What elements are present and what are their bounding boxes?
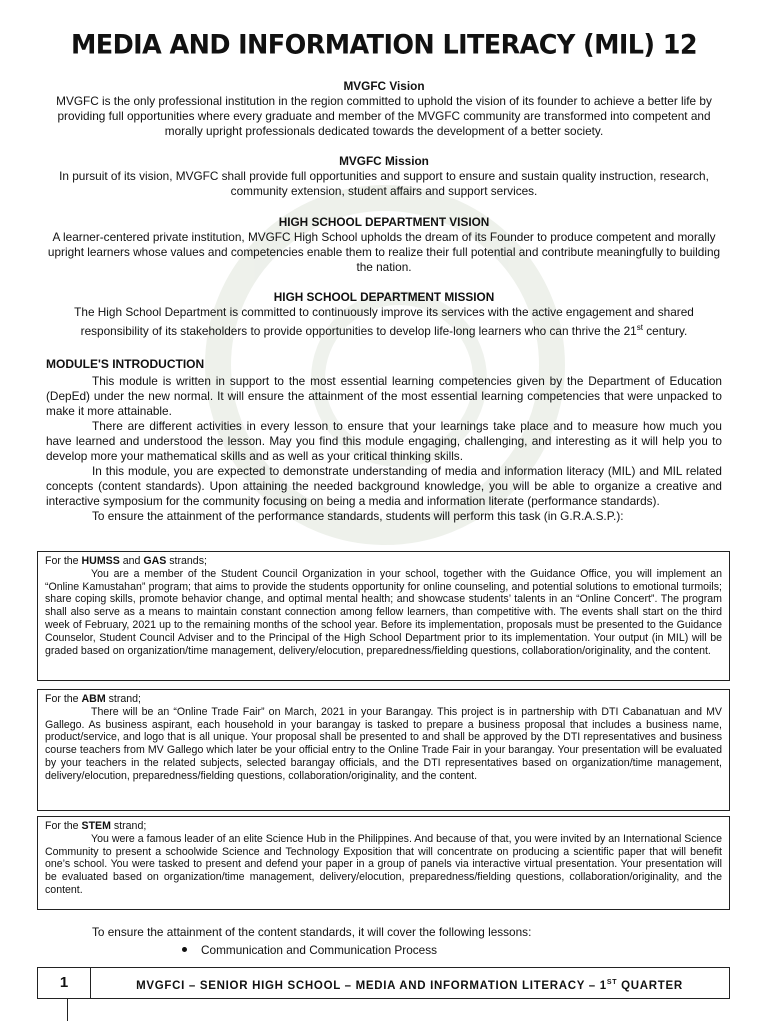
task-body: You are a member of the Student Council Organization in your school, together with the Guidance Office, you will implement an “Online Kamustahan” program; that aims to provide the students opportunity for online counseling, and potential solutions to emotional turmoils; share coping skills, promote behavior change, and optimal mental health; and showcase students’ talents in an “Online Concert”. The program shall also serve as a means to maintain constant connection among fellow learners, than competitive with. The events shall start on the third week of February, 2021 up to the remaining months of the school year. Before its implementation, proposals must be presented to the Guidance Counselor, Student Council Adviser and to the Principal of the High School Department prior to its implementation. Your output (in MIL) will be graded based on organization/time management, delivery/elocution, preparedness/fielding questions, collaboration/originality, and the content. <box>45 567 722 657</box>
strand-name: GAS <box>143 555 167 567</box>
task-box-stem <box>37 816 730 910</box>
document-title: MEDIA AND INFORMATION LITERACY (MIL) 12 <box>70 29 698 61</box>
task-lead <box>45 555 722 568</box>
task-lead <box>45 693 722 706</box>
intro-paragraph-2: There are different activities in every lesson to ensure that your learnings take place and to measure how much you have learned and understood the lesson. May you find this module engaging, challenging, and interesting as it will help you to develop more your mathematical skills and as well as your critical thinking skills. <box>46 419 722 463</box>
mission-section <box>42 154 726 199</box>
footer-text-post: QUARTER <box>617 979 683 992</box>
hs-mission-heading: HIGH SCHOOL DEPARTMENT MISSION <box>273 290 495 304</box>
bullet-dot-icon <box>182 947 187 952</box>
hs-mission-text: The High School Department is committed to continuously improve its services with the active engagement and shared responsibility of its stakeholders to provide opportunities to develop life-long learners who can thrive the 21 <box>74 305 694 338</box>
task-lead <box>45 820 722 833</box>
vision-section <box>42 79 726 139</box>
intro-paragraph-3: In this module, you are expected to demonstrate understanding of media and information literacy (MIL) and MIL related concepts (content standards). Upon attaining the needed background knowledge, you will be able to organize a creative and interactive symposium for the community focusing on being a media and information literate (performance standards). <box>46 464 722 508</box>
hs-mission-paragraph <box>42 305 726 339</box>
task-lead-mid: and <box>119 555 144 567</box>
strand-name: ABM <box>81 693 106 705</box>
task-body: There will be an “Online Trade Fair” on March, 2021 in your Barangay. This project is in partnership with DTI Cabanatuan and MV Gallego. As business aspirant, each household in your barangay is tasked to prepare a business proposal that includes a business name, product/service, and logo that is all unique. Your proposal shall be presented to and shall be approved by the DTI representatives and business course teachers from MV Gallego which later be your official entry to the Online Trade Fair in your barangay. Your presentation will be evaluated by your teachers in the related subjects, selected barangay officials, and the DTI representatives based on organization/time management, delivery/elocution, preparedness/fielding questions, collaboration/originality, and the content. <box>45 705 722 782</box>
hs-mission-section <box>42 290 726 339</box>
footer-text <box>90 968 729 998</box>
mission-heading: MVGFC Mission <box>339 154 429 168</box>
outro-text: To ensure the attainment of the content standards, it will cover the following lessons: <box>92 925 532 939</box>
lesson-label: Communication and Communication Process <box>201 943 438 957</box>
vision-heading: MVGFC Vision <box>343 79 425 93</box>
footer-divider <box>67 999 68 1021</box>
intro-paragraph-4: To ensure the attainment of the performance standards, students will perform this task (in G.R.A.S.P.): <box>92 509 624 523</box>
hs-mission-sup: st <box>636 323 643 332</box>
strand-name: STEM <box>81 820 111 832</box>
hs-vision-section <box>42 215 726 275</box>
hs-vision-text: A learner-centered private institution, MVGFC High School upholds the dream of its Founder to produce competent and morally upright learners whose values and competencies enable them to realize their full potential and contribute meaningfully to building the nation. <box>47 230 721 274</box>
task-lead-post: strands; <box>166 555 207 567</box>
page-number: 1 <box>38 968 91 998</box>
task-lead-post: strand; <box>105 693 141 705</box>
intro-paragraph-1: This module is written in support to the most essential learning competencies given by the Department of Education (DepEd) under the new normal. It will ensure the attainment of the most essential learning competencies that were unpacked to make it more attainable. <box>46 374 722 418</box>
intro-heading: MODULE'S INTRODUCTION <box>46 357 205 371</box>
vision-text: MVGFC is the only professional institution in the region committed to uphold the vision of its founder to achieve a better life by providing full opportunities where every graduate and member of the MVGFC community are transformed into competent and morally upright professionals dedicated towards the development of a better society. <box>56 94 712 138</box>
hs-mission-tail: century. <box>642 323 688 338</box>
hs-vision-heading: HIGH SCHOOL DEPARTMENT VISION <box>278 215 490 229</box>
footer-text-pre: MVGFCI – SENIOR HIGH SCHOOL – MEDIA AND INFORMATION LITERACY – 1 <box>136 979 607 992</box>
page-footer <box>37 967 730 999</box>
task-body: You were a famous leader of an elite Science Hub in the Philippines. And because of that, you were invited by an International Science Community to present a schoolwide Science and Technology Exposition that will concentrate on producing a scientific paper that will benefit one’s school. You were tasked to present and defend your paper in a group of panels via interactive virtual presentation. Your presentation will be evaluated based on organization/time management, delivery/elocution, preparedness/fielding questions, collaboration/originality, and the content. <box>45 832 722 896</box>
task-lead-pre: For the <box>45 820 82 832</box>
lesson-list-item <box>182 943 437 958</box>
task-box-abm <box>37 689 730 811</box>
task-lead-pre: For the <box>45 555 82 567</box>
intro-section <box>46 374 722 524</box>
task-box-humss-gas <box>37 551 730 681</box>
task-lead-pre: For the <box>45 693 82 705</box>
footer-sup: ST <box>606 979 618 986</box>
task-lead-post: strand; <box>110 820 147 832</box>
strand-name: HUMSS <box>81 555 120 567</box>
mission-text: In pursuit of its vision, MVGFC shall provide full opportunities and support to ensure and sustain quality instruction, research, community extension, student affairs and support services. <box>59 169 709 198</box>
